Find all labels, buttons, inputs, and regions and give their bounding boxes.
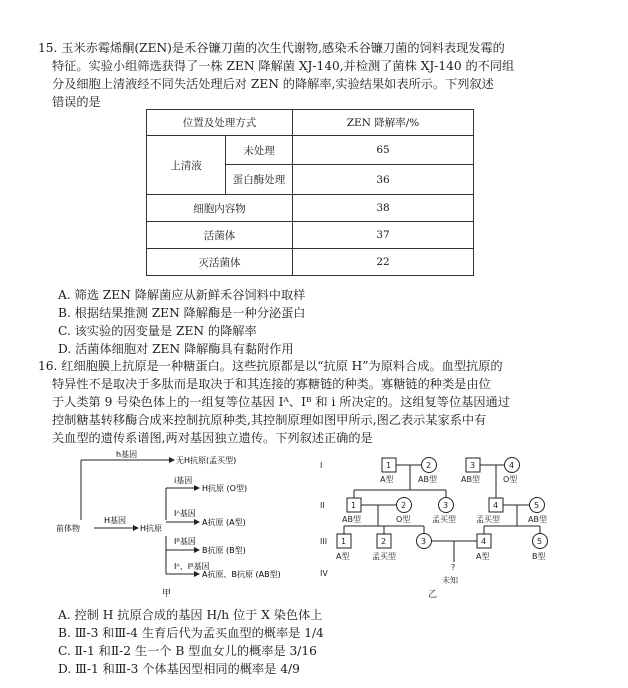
table-row-value: 36: [293, 165, 474, 195]
q15-data-table: [146, 109, 474, 276]
pedigree-type: AB型: [342, 515, 361, 524]
jia-h-gene: h基因: [116, 450, 138, 459]
pedigree-type: 孟买型: [432, 515, 456, 524]
pedigree-id: 1: [386, 461, 392, 470]
gen-label-4: IV: [320, 569, 328, 578]
jia-precursor: 前体物: [56, 524, 80, 533]
q16-line-2: 特异性不是取决于多肽而是取决于和其连接的寡糖链的种类。寡糖链的种类是由位: [52, 377, 491, 391]
table-row-label: 蛋白酶处理: [226, 165, 293, 195]
jia-iaib-gene: Iᴬ、Iᴮ基因: [174, 562, 210, 571]
jia-caption: 甲: [162, 589, 172, 599]
pedigree-type: AB型: [528, 515, 547, 524]
table-header-rate: ZEN 降解率/%: [293, 110, 474, 136]
pedigree-id: 4: [481, 537, 487, 546]
pedigree-type: AB型: [418, 475, 437, 484]
pedigree-type: AB型: [461, 475, 480, 484]
pedigree-id: 5: [537, 537, 543, 546]
q16-line-5: 关血型的遗传系谱图,两对基因独立遗传。下列叙述正确的是: [52, 431, 373, 445]
pedigree-id: 5: [534, 501, 540, 510]
q15-option-b: B. 根据结果推测 ZEN 降解酶是一种分泌蛋白: [58, 306, 306, 320]
q16-option-a: A. 控制 H 抗原合成的基因 H/h 位于 X 染色体上: [58, 608, 323, 622]
jia-ib-gene: Iᴮ基因: [174, 537, 196, 546]
q16-option-d: D. Ⅲ-1 和Ⅲ-3 个体基因型相同的概率是 4/9: [58, 662, 300, 676]
pedigree-unknown: 未知: [442, 576, 458, 585]
q15-line-1: 15. 玉米赤霉烯酮(ZEN)是禾谷镰刀菌的次生代谢物,感染禾谷镰刀菌的饲料表现发霉的: [38, 41, 505, 55]
q16-line-1: 16. 红细胞膜上抗原是一种糖蛋白。这些抗原都是以“抗原 H”为原料合成。血型抗原的: [38, 359, 503, 373]
jia-no-h: 无H抗原(孟买型): [176, 456, 237, 465]
pedigree-id: 2: [381, 537, 387, 546]
table-group-supernatant: 上清液: [147, 136, 226, 195]
pedigree-type: O型: [503, 475, 518, 484]
jia-H-antigen: H抗原: [140, 524, 163, 533]
table-row-value: 38: [293, 195, 474, 222]
q15-line-3: 分及细胞上清液经不同失活处理后对 ZEN 的降解率,实验结果如表所示。下列叙述: [52, 77, 494, 91]
jia-ia-gene: Iᴬ基因: [174, 509, 196, 518]
q15-option-a: A. 筛选 ZEN 降解菌应从新鲜禾谷饲料中取样: [58, 288, 306, 302]
pedigree-id: 3: [421, 537, 427, 546]
yi-caption: 乙: [428, 590, 438, 600]
jia-H-gene: H基因: [104, 516, 127, 525]
pedigree-id: 3: [443, 501, 449, 510]
pedigree-id: 3: [470, 461, 476, 470]
pedigree-question: ?: [451, 563, 456, 572]
q16-option-c: C. Ⅱ-1 和Ⅱ-2 生一个 B 型血女儿的概率是 3/16: [58, 644, 317, 658]
pedigree-type: 孟买型: [476, 515, 500, 524]
q15-option-c: C. 该实验的因变量是 ZEN 的降解率: [58, 324, 257, 338]
table-header-position: 位置及处理方式: [147, 110, 293, 136]
pedigree-type: A型: [380, 475, 394, 484]
figure-yi: [318, 452, 558, 602]
pedigree-id: 1: [341, 537, 347, 546]
jia-ab-anti: A抗原、B抗原 (AB型): [202, 570, 281, 579]
pedigree-type: A型: [336, 552, 350, 561]
jia-h-o: H抗原 (O型): [202, 484, 248, 493]
pedigree-type: A型: [476, 552, 490, 561]
q15-option-d: D. 活菌体细胞对 ZEN 降解酶具有黏附作用: [58, 342, 294, 356]
jia-b-anti: B抗原 (B型): [202, 546, 246, 555]
table-row-label: 活菌体: [147, 222, 293, 249]
gen-label-2: II: [320, 501, 325, 510]
pedigree-id: 2: [401, 501, 407, 510]
q16-line-4: 控制糖基转移酶合成来控制抗原种类,其控制原理如图甲所示,图乙表示某家系中有: [52, 413, 487, 427]
figure-jia: [56, 450, 322, 600]
q15-line-4: 错误的是: [52, 95, 101, 109]
table-row-value: 22: [293, 249, 474, 276]
q16-line-3: 于人类第 9 号染色体上的一组复等位基因 Iᴬ、Iᴮ 和 i 所决定的。这组复等位基因通过: [52, 395, 510, 409]
q16-option-b: B. Ⅲ-3 和Ⅲ-4 生育后代为孟买血型的概率是 1/4: [58, 626, 324, 640]
pedigree-id: 2: [426, 461, 432, 470]
table-row-value: 37: [293, 222, 474, 249]
table-row-label: 灭活菌体: [147, 249, 293, 276]
pedigree-id: 4: [509, 461, 515, 470]
gen-label-1: I: [320, 461, 323, 470]
table-row-value: 65: [293, 136, 474, 165]
pedigree-id: 4: [493, 501, 499, 510]
jia-a-anti: A抗原 (A型): [202, 518, 246, 527]
jia-i-gene: i基因: [174, 476, 193, 485]
table-row-label: 未处理: [226, 136, 293, 165]
pedigree-type: 孟买型: [372, 552, 396, 561]
gen-label-3: III: [320, 537, 328, 546]
q15-line-2: 特征。实验小组筛选获得了一株 ZEN 降解菌 XJ-140,并检测了菌株 XJ-140 的不同组: [52, 59, 515, 73]
pedigree-type: B型: [532, 552, 546, 561]
pedigree-type: O型: [396, 515, 411, 524]
table-row-label: 细胞内容物: [147, 195, 293, 222]
pedigree-id: 1: [351, 501, 357, 510]
